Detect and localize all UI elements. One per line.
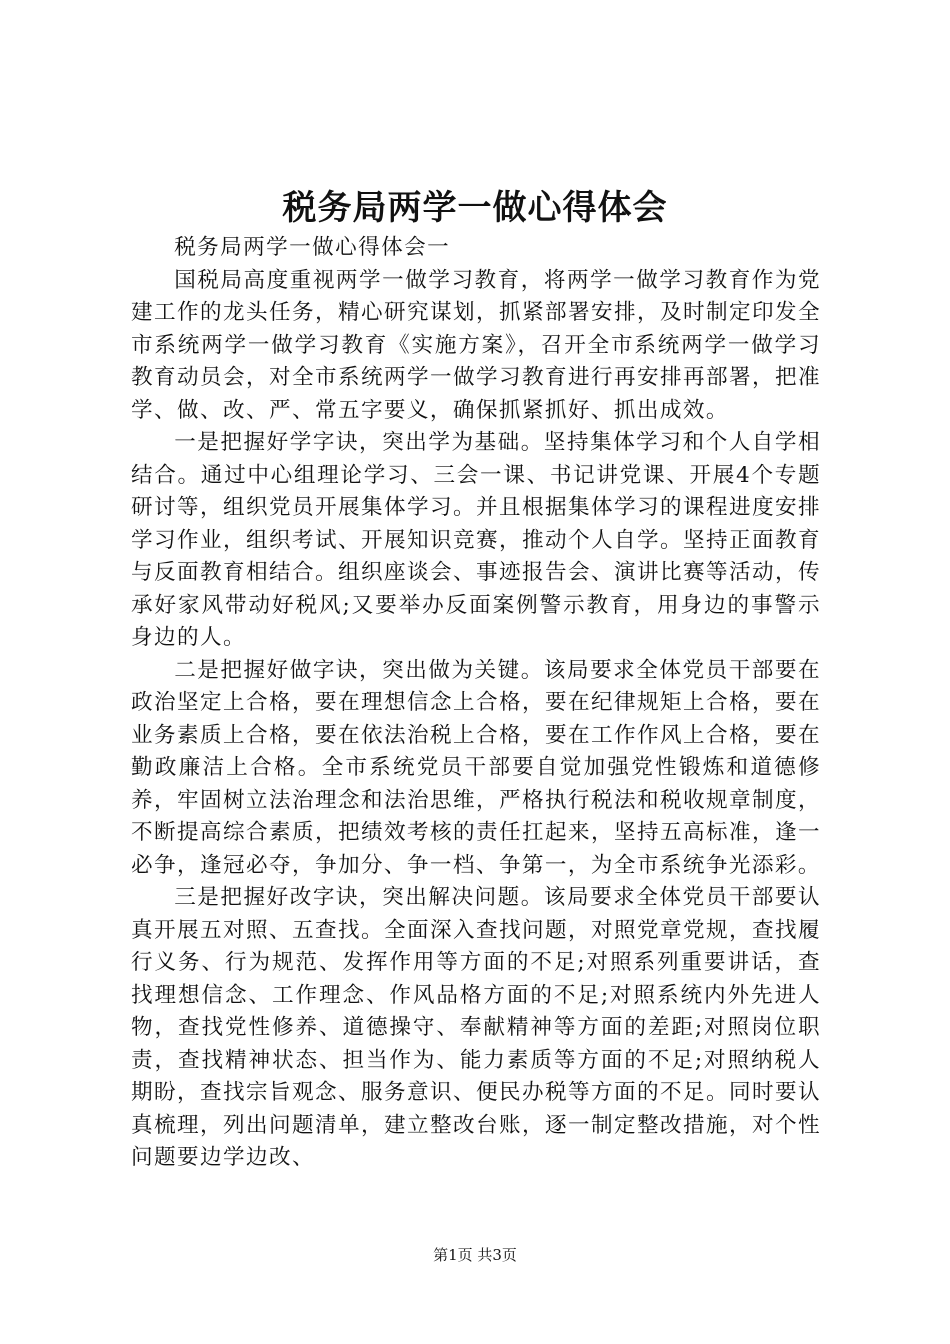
paragraph-practice: 二是把握好做字诀，突出做为关键。该局要求全体党员干部要在政治坚定上合格，要在理想信念上合格，要在纪律规矩上合格，要在业务素质上合格，要在依法治税上合格，要在工作作风上合格，要在勤政廉洁上合格。全市系统党员干部要自觉加强党性锻炼和道德修养，牢固树立法治理念和法治思维，严格执行税法和税收规章制度，不断提高综合素质，把绩效考核的责任扛起来，坚持五高标准，逢一必争，逢冠必夺，争加分、争一档、争第一，为全市系统争光添彩。 (131, 657, 821, 878)
page-title: 税务局两学一做心得体会 (282, 188, 668, 228)
page-number-footer: 第1页 共3页 (433, 1246, 517, 1264)
paragraph-intro: 国税局高度重视两学一做学习教育，将两学一做学习教育作为党建工作的龙头任务，精心研究谋划，抓紧部署安排，及时制定印发全市系统两学一做学习教育《实施方案》，召开全市系统两学一做学习教育动员会，对全市系统两学一做学习教育进行再安排再部署，把准学、做、改、严、常五字要义，确保抓紧抓好、抓出成效。 (131, 267, 821, 423)
paragraph-reform: 三是把握好改字诀，突出解决问题。该局要求全体党员干部要认真开展五对照、五查找。全面深入查找问题，对照党章党规，查找履行义务、行为规范、发挥作用等方面的不足;对照系列重要讲话，查找理想信念、工作理念、作风品格方面的不足;对照系统内外先进人物，查找党性修养、道德操守、奉献精神等方面的差距;对照岗位职责，查找精神状态、担当作为、能力素质等方面的不足;对照纳税人期盼，查找宗旨观念、服务意识、便民办税等方面的不足。同时要认真梳理，列出问题清单，建立整改台账，逐一制定整改措施，对个性问题要边学边改、 (131, 885, 821, 1170)
paragraph-study: 一是把握好学字诀，突出学为基础。坚持集体学习和个人自学相结合。通过中心组理论学习、三会一课、书记讲党课、开展4个专题研讨等，组织党员开展集体学习。并且根据集体学习的课程进度安排学习作业，组织考试、开展知识竞赛，推动个人自学。坚持正面教育与反面教育相结合。组织座谈会、事迹报告会、演讲比赛等活动，传承好家风带动好税风;又要举办反面案例警示教育，用身边的事警示身边的人。 (131, 430, 821, 650)
document-body (131, 232, 821, 1175)
paragraph-subtitle: 税务局两学一做心得体会一 (174, 235, 451, 260)
